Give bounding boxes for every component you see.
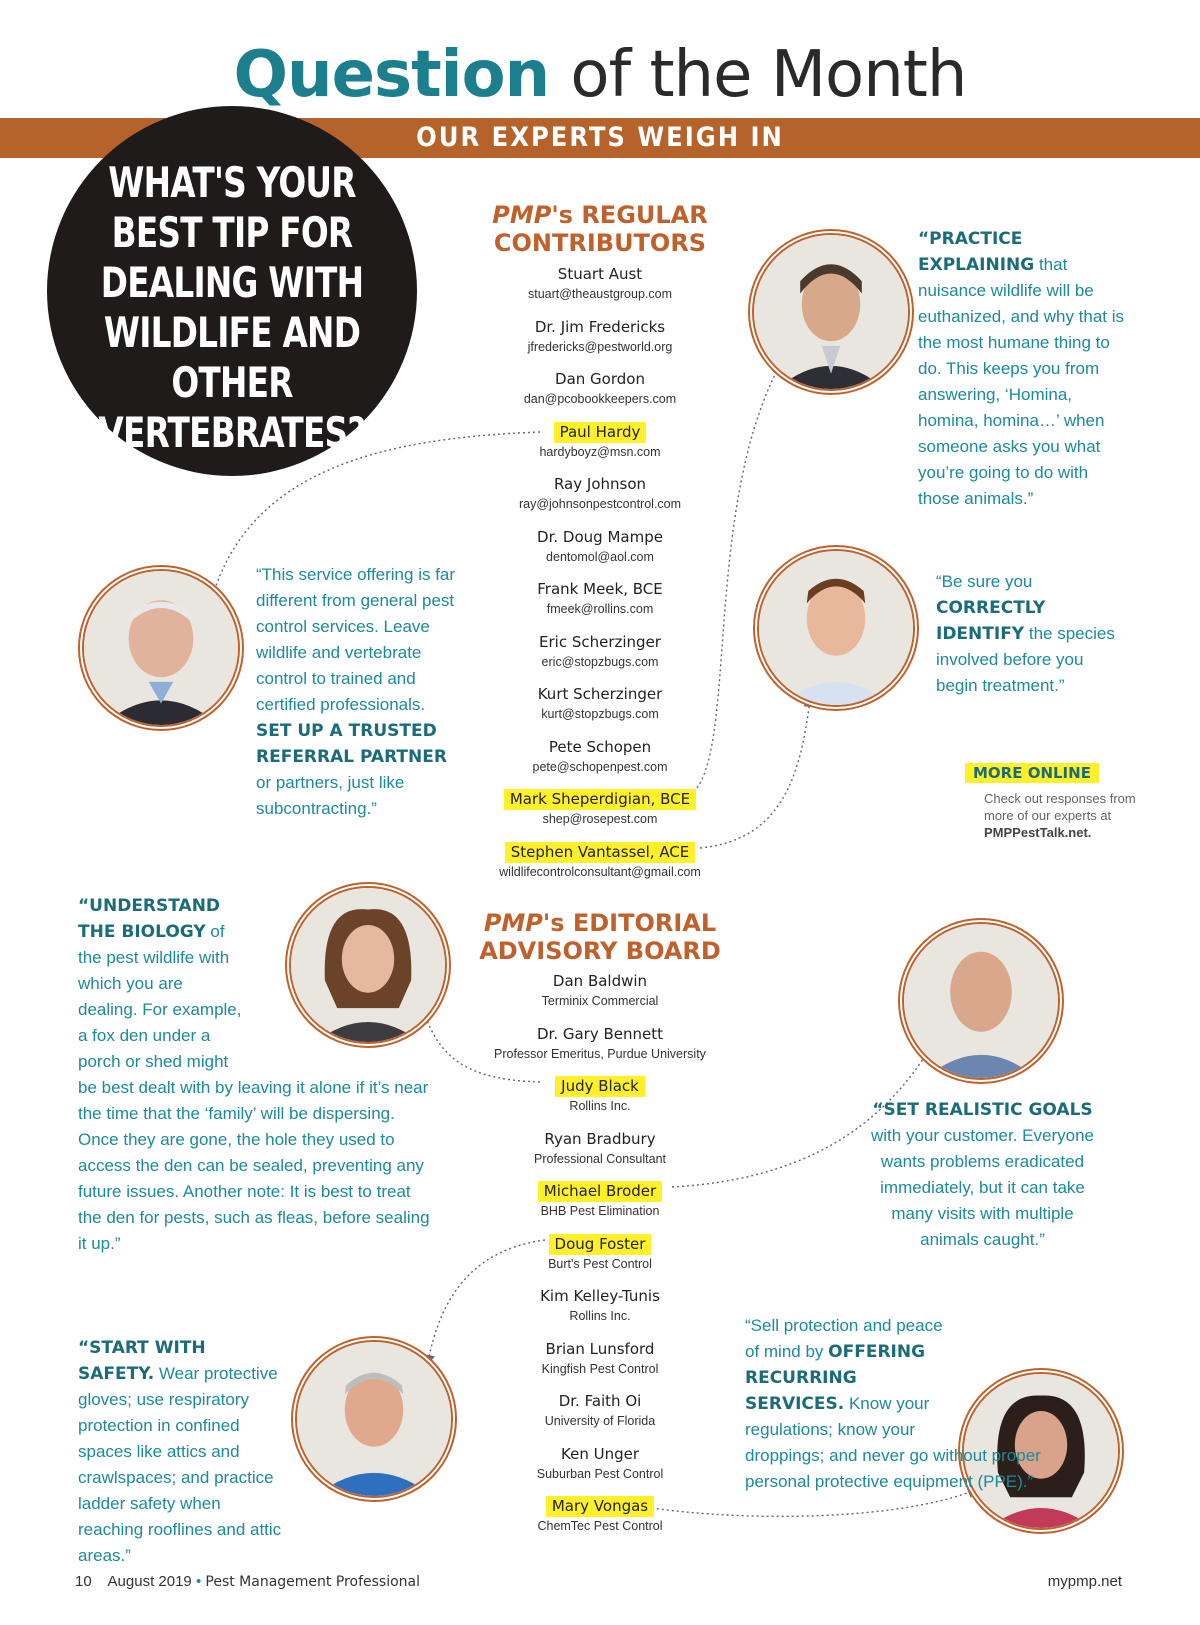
roster-entry (460, 264, 740, 302)
person-name: Ryan Bradbury (544, 1129, 656, 1148)
person-detail: Terminix Commercial (541, 994, 659, 1008)
person-detail: Suburban Pest Control (536, 1466, 664, 1481)
roster-entry (460, 1181, 740, 1219)
board-heading (470, 909, 730, 965)
roster-entry (460, 527, 740, 565)
quote-emphasis: OFFERING RECURRING SERVICES. (745, 1342, 926, 1414)
person-name: Paul Hardy (554, 422, 647, 443)
heading-italic: PMP (492, 201, 552, 229)
person-detail: BHB Pest Elimination (540, 1204, 660, 1218)
quote-text: “This service offering is far different from general pest control services. Leave wildlife and vertebrate control to trained and certified professionals. (256, 565, 456, 714)
roster-entry (460, 789, 740, 827)
question-line: WHAT'S YOUR (108, 158, 356, 207)
roster-entry (460, 1286, 740, 1324)
more-online-heading: MORE ONLINE (965, 763, 1099, 783)
title-question: Question (233, 38, 550, 112)
quote-text: Know your regulations; know your droppings; and never go without proper personal protective equipment (PPE).” (745, 1394, 1041, 1491)
person-name: Pete Schopen (548, 737, 652, 756)
person-detail: eric@stopzbugs.com (541, 654, 659, 669)
person-name: Mark Sheperdigian, BCE (504, 789, 696, 810)
contributors-heading (470, 201, 730, 257)
roster-entry (460, 842, 740, 880)
person-detail: dan@pcobookkeepers.com (523, 392, 677, 406)
magazine-name: Pest Management Professional (205, 1574, 420, 1590)
person-name: Brian Lunsford (545, 1339, 655, 1358)
person-name: Dan Gordon (555, 370, 645, 388)
quote-emphasis: CORRECTLY IDENTIFY (936, 598, 1046, 644)
quote-text: of the pest wildlife with which you are dealing. For example, a fox den under a porch or shed might be best dealt with by leaving it alone if it’s near the time that the ‘family’ will be dispersing. Once they are gone, the hole they used to access the den can be sealed, preventing any future issues. Another note: It is best to treat the den for pests, such as fleas, before sealing it up.” (78, 922, 430, 1253)
page-number: 10 (75, 1573, 92, 1590)
quote-text: the species involved before you begin treatment.” (936, 624, 1115, 695)
heading-rest: 's EDITORIAL (542, 909, 717, 937)
roster-entry (460, 422, 740, 460)
person-name: Doug Foster (549, 1234, 652, 1255)
person-name: Dr. Gary Bennett (536, 1024, 664, 1043)
footer-left (75, 1573, 420, 1590)
quote-recurring-services (745, 1313, 1045, 1495)
title-rest: of the Month (570, 38, 967, 112)
quote-emphasis: “UNDERSTAND THE BIOLOGY (78, 896, 221, 942)
person-name: Ray Johnson (553, 475, 647, 493)
person-name: Stuart Aust (557, 265, 643, 283)
roster-entry (460, 1391, 740, 1429)
more-online-copy: Check out responses from more of our experts at (984, 791, 1136, 823)
heading-rest: 's REGULAR (551, 201, 708, 229)
person-name: Judy Black (555, 1076, 645, 1097)
roster-entry (460, 369, 740, 407)
person-detail: fmeek@rollins.com (546, 602, 654, 616)
portrait-icon (754, 235, 908, 389)
issue-date: August 2019 (107, 1573, 192, 1590)
roster-entry (460, 474, 740, 512)
person-name: Mary Vongas (546, 1496, 654, 1517)
quote-start-with-safety (78, 1335, 283, 1569)
expert-photo-3 (753, 545, 919, 711)
expert-photo-1 (748, 229, 914, 395)
person-detail: shep@rosepest.com (542, 812, 658, 826)
person-detail: Kingfish Pest Control (541, 1361, 659, 1376)
more-online-link[interactable]: PMPPestTalk.net. (984, 825, 1092, 840)
person-detail: University of Florida (544, 1414, 656, 1428)
quote-understand-biology (78, 893, 433, 1257)
photo-wrap-space (960, 1363, 1045, 1443)
person-name: Dan Baldwin (552, 972, 648, 990)
photo-wrap-space (243, 893, 433, 1069)
person-name: Stephen Vantassel, ACE (505, 842, 696, 863)
person-detail: pete@schopenpest.com (532, 759, 668, 774)
quote-text: or partners, just like subcontracting.” (256, 773, 405, 818)
quote-text: Wear protective gloves; use respiratory protection in confined spaces like attics and crawlspaces; and practice ladder safety when reaching rooflines and attic areas.” (78, 1364, 282, 1565)
person-name: Kim Kelley-Tunis (540, 1287, 660, 1305)
quote-correctly-identify (936, 569, 1116, 699)
roster-entry (460, 971, 740, 1009)
portrait-icon (297, 1342, 451, 1496)
person-name: Eric Scherzinger (539, 632, 661, 651)
roster-entry (460, 317, 740, 355)
more-online-text (984, 790, 1144, 841)
heading-rest: ADVISORY BOARD (479, 937, 721, 965)
expert-photo-5 (898, 918, 1064, 1084)
banner-text: OUR EXPERTS WEIGH IN (416, 122, 784, 153)
person-name: Dr. Doug Mampe (537, 527, 663, 546)
quote-emphasis: “PRACTICE EXPLAINING (918, 229, 1035, 275)
person-detail: jfredericks@pestworld.org (527, 339, 673, 354)
question-line: VERTEBRATES? (98, 408, 366, 457)
roster-entry (460, 1076, 740, 1114)
person-name: Dr. Faith Oi (558, 1392, 642, 1410)
person-detail: stuart@theaustgroup.com (527, 287, 672, 301)
portrait-icon (759, 551, 913, 705)
question-line: BEST TIP FOR (111, 208, 353, 257)
roster-entry (460, 1024, 740, 1062)
roster-entry (460, 1496, 740, 1534)
expert-photo-6 (291, 1336, 457, 1502)
quote-emphasis: SET UP A TRUSTED REFERRAL PARTNER (256, 721, 447, 767)
roster-entry (460, 1339, 740, 1377)
person-detail: Professor Emeritus, Purdue University (494, 1046, 706, 1061)
heading-rest: CONTRIBUTORS (493, 229, 707, 257)
person-detail: dentomol@aol.com (546, 549, 654, 564)
quote-text: with your customer. Everyone wants problems eradicated immediately, but it can take many visits with multiple animals caught.” (871, 1126, 1094, 1249)
person-detail: Rollins Inc. (569, 1309, 631, 1323)
roster-entry (460, 737, 740, 775)
person-detail: ChemTec Pest Control (537, 1519, 663, 1533)
person-name: Frank Meek, BCE (537, 580, 663, 598)
portrait-icon (904, 924, 1058, 1078)
person-detail: ray@johnsonpestcontrol.com (518, 497, 682, 511)
roster-entry (460, 632, 740, 670)
quote-practice-explaining (918, 226, 1133, 512)
person-detail: wildlifecontrolconsultant@gmail.com (499, 864, 701, 879)
question-line: WILDLIFE AND OTHER (103, 308, 361, 407)
person-name: Michael Broder (538, 1181, 662, 1202)
person-detail: hardyboyz@msn.com (539, 444, 661, 459)
roster-entry (460, 684, 740, 722)
person-detail: Professional Consultant (533, 1151, 667, 1166)
quote-emphasis: “START WITH SAFETY. (78, 1338, 206, 1384)
heading-italic: PMP (483, 909, 543, 937)
quote-text: that nuisance wildlife will be euthanized, and why that is the most humane thing to do. This keeps you from answering, ‘Homina, homina, homina…’ when someone asks you what you’re going to do with those animals.” (918, 255, 1125, 508)
quote-realistic-goals (870, 1097, 1095, 1253)
person-detail: kurt@stopzbugs.com (541, 707, 659, 721)
person-name: Ken Unger (561, 1444, 639, 1463)
quote-emphasis: “SET REALISTIC GOALS (872, 1100, 1093, 1120)
question-line: DEALING WITH (100, 258, 364, 307)
person-name: Dr. Jim Fredericks (534, 317, 666, 336)
quote-referral-partner (256, 562, 456, 822)
quote-text: “Be sure you (936, 572, 1033, 591)
person-name: Kurt Scherzinger (537, 685, 663, 703)
person-detail: Rollins Inc. (569, 1099, 631, 1113)
roster-entry (460, 579, 740, 617)
bullet-separator: • (195, 1573, 202, 1590)
footer-site[interactable]: mypmp.net (1047, 1573, 1122, 1590)
portrait-icon (84, 571, 238, 725)
expert-photo-2 (78, 565, 244, 731)
roster-entry (460, 1234, 740, 1272)
roster-entry (460, 1129, 740, 1167)
roster-entry (460, 1444, 740, 1482)
quote-text: “Sell protection and peace of mind by (745, 1316, 943, 1361)
person-detail: Burt's Pest Control (548, 1256, 652, 1271)
